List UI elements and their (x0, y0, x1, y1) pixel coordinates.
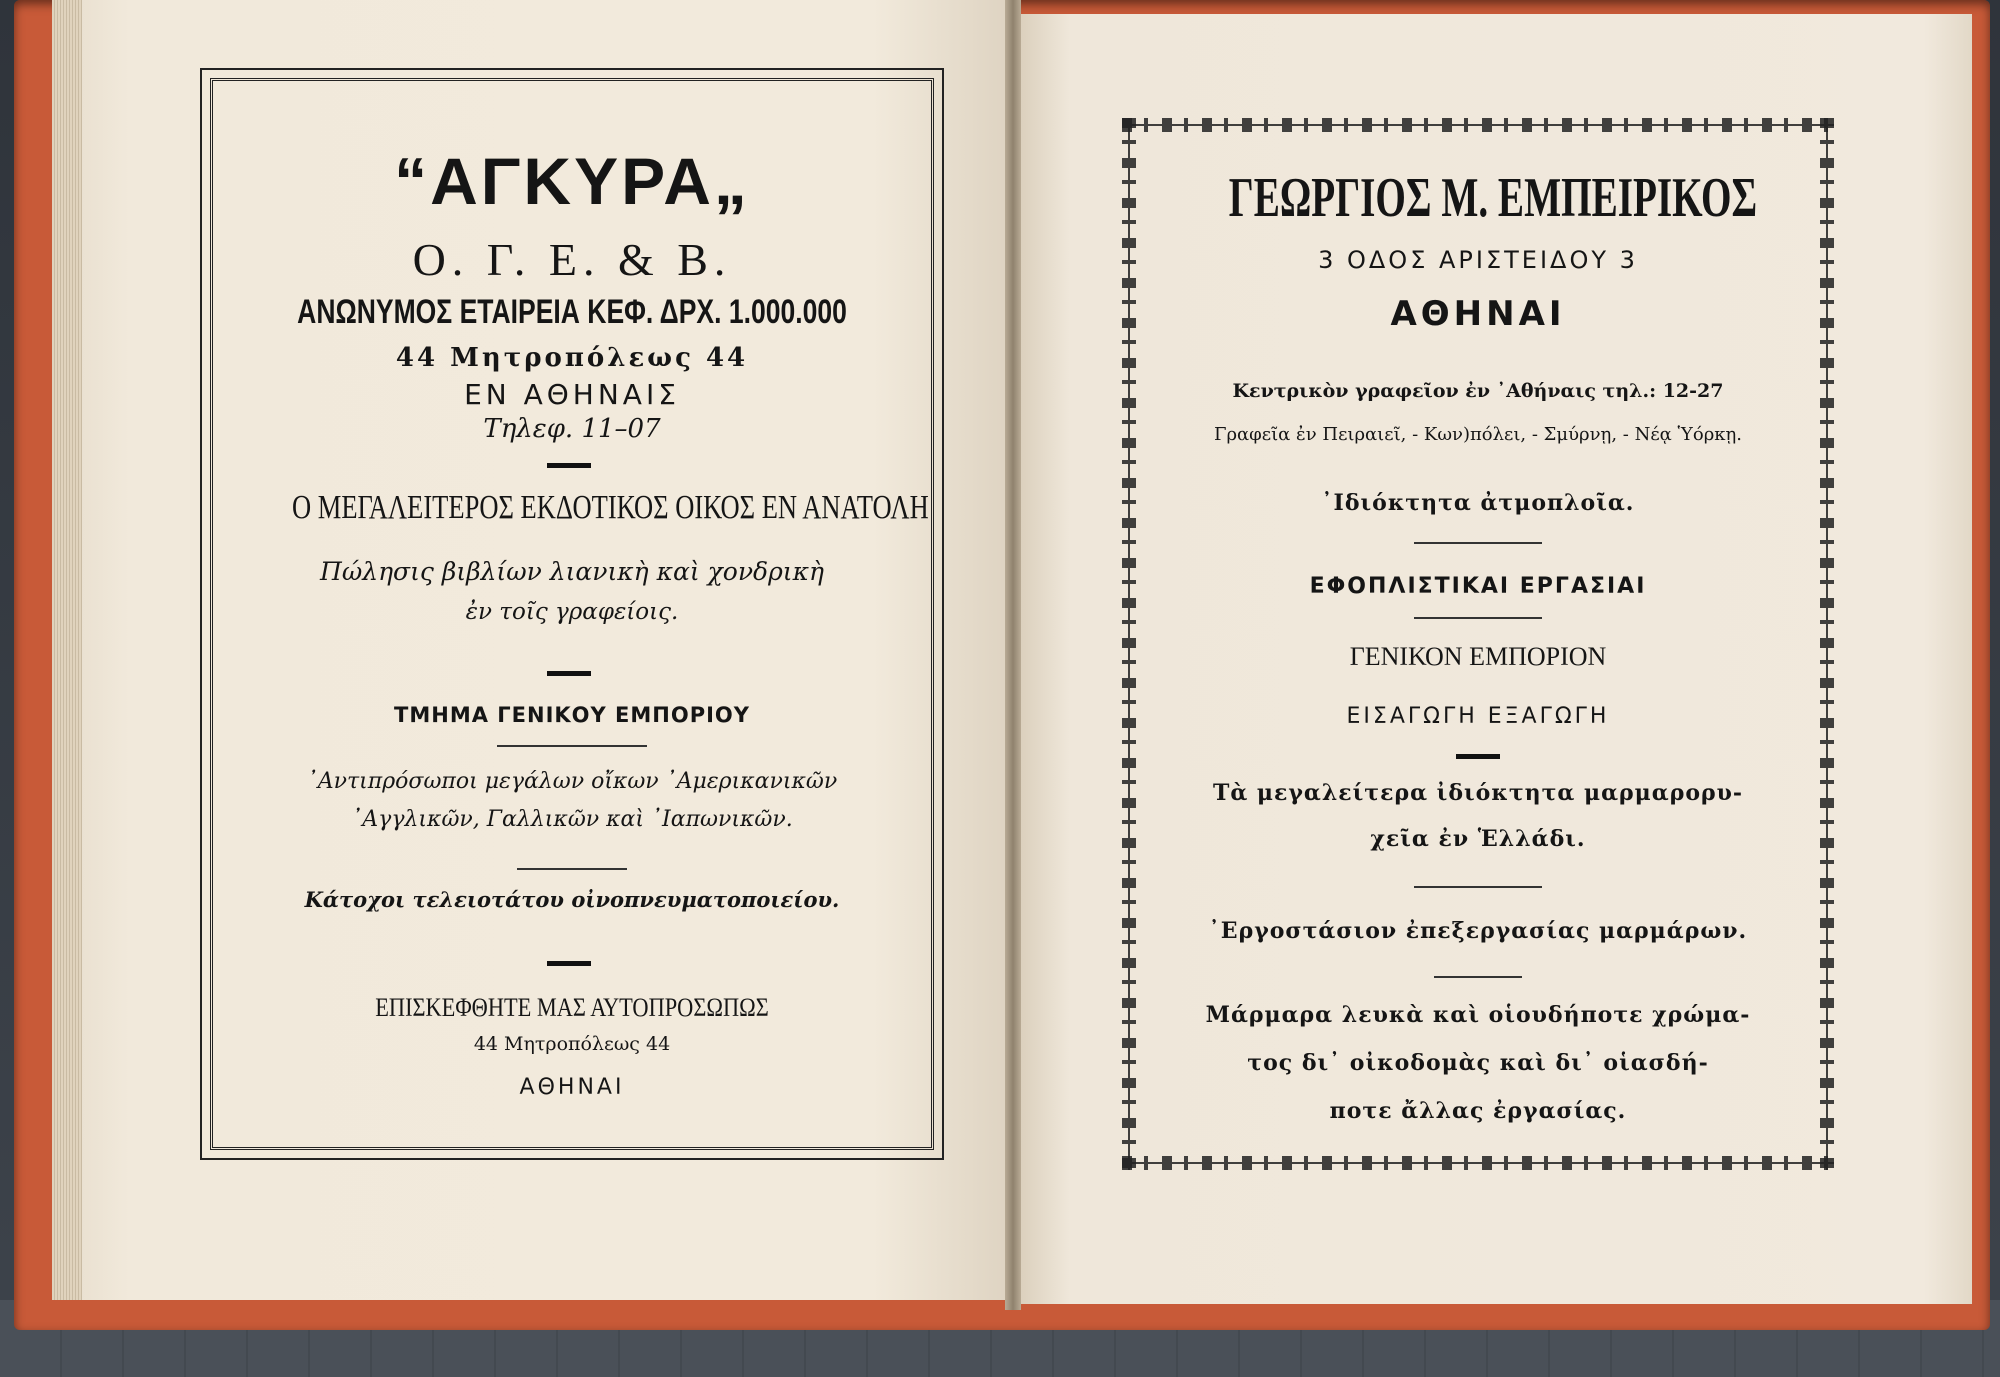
ornamental-border-top (1122, 118, 1834, 132)
divider (1414, 542, 1542, 544)
company-initials: Ο. Γ. Ε. & Β. (412, 234, 732, 285)
company-capital: ΑΝΩΝΥΜΟΣ ΕΤΑΙΡΕΙΑ ΚΕΦ. ΔΡΧ. 1.000.000 (297, 293, 847, 331)
company-phone: Τηλεφ. 11–07 (483, 414, 661, 444)
divider (497, 745, 647, 747)
street-address: 3 ΟΔΟΣ ΑΡΙΣΤΕΙΔΟΥ 3 (1318, 246, 1638, 274)
divider (1414, 617, 1542, 619)
visit-address: 44 Μητροπόλεως 44 (473, 1033, 671, 1055)
divider (547, 463, 591, 468)
marble-colors-line-3: ποτε ἄλλας ἐργασίας. (1329, 1098, 1627, 1124)
representatives-line-1: ᾿Αντιπρόσωποι μεγάλων οἴκων ᾿Αμερικανικῶν (306, 769, 838, 794)
distillery-note: Κάτοχοι τελειοτάτου οἰνοπνευματοποιείου. (304, 887, 840, 912)
ornamental-border-bottom (1122, 1156, 1834, 1170)
marble-colors-line-2: τος δι᾿ οἰκοδομὰς καὶ δι᾿ οἱασδή- (1247, 1050, 1709, 1076)
import-export: ΕΙΣΑΓΩΓΗ ΕΞΑΓΩΓΗ (1346, 704, 1610, 729)
company-address: 44 Μητροπόλεως 44 (395, 343, 749, 373)
central-office: Κεντρικὸν γραφεῖον ἐν ᾿Αθήναις τηλ.: 12-27 (1232, 380, 1724, 402)
company-city: ΕΝ ΑΘΗΝΑΙΣ (464, 378, 680, 411)
book-gutter (1005, 0, 1021, 1310)
divider (547, 961, 591, 966)
owned-steamships: ᾿Ιδιόκτητα ἀτμοπλοῖα. (1321, 490, 1635, 516)
brand-name: “ΑΓΚΥΡΑ„ (394, 144, 750, 218)
general-trade: ΓΕΝΙΚΟΝ ΕΜΠΟΡΙΟΝ (1349, 642, 1607, 671)
divider (547, 671, 591, 676)
marble-quarries-line-1: Τὰ μεγαλείτερα ἰδιόκτητα μαρμαρορυ- (1212, 780, 1744, 806)
book-sales-line-2: ἐν τοῖς γραφείοις. (465, 599, 679, 625)
branch-offices: Γραφεῖα ἐν Πειραιεῖ, - Κων)πόλει, - Σμύρνῃ, - Νέᾳ Ὑόρκῃ. (1213, 424, 1743, 445)
empeirikos-advertisement (1122, 118, 1834, 1170)
book-sales-line-1: Πώλησις βιβλίων λιανικὴ καὶ χονδρικὴ (320, 557, 824, 586)
department-title: ΤΜΗΜΑ ΓΕΝΙΚΟΥ ΕΜΠΟΡΙΟΥ (394, 703, 750, 727)
headline: Ο ΜΕΓΑΛΕΙΤΕΡΟΣ ΕΚΔΟΤΙΚΟΣ ΟΙΚΟΣ ΕΝ ΑΝΑΤΟΛΗ (291, 489, 929, 526)
divider (1456, 754, 1500, 759)
marble-workshop: ᾿Εργοστάσιον ἐπεξεργασίας μαρμάρων. (1208, 918, 1748, 944)
visit-city: ΑΘΗΝΑΙ (519, 1075, 625, 1100)
representatives-line-2: ᾿Αγγλικῶν, Γαλλικῶν καὶ ᾿Ιαπωνικῶν. (351, 807, 793, 832)
ankyra-advertisement (210, 78, 934, 1150)
marble-colors-line-1: Μάρμαρα λευκὰ καὶ οἱουδήποτε χρώμα- (1205, 1002, 1751, 1028)
company-name: ΓΕΩΡΓΙΟΣ Μ. ΕΜΠΕΙΡΙΚΟΣ (1228, 167, 1758, 229)
divider (517, 868, 627, 870)
marble-quarries-line-2: χεῖα ἐν Ἑλλάδι. (1370, 826, 1586, 852)
city: ΑΘΗΝΑΙ (1390, 294, 1566, 334)
divider (1414, 886, 1542, 888)
visit-us: ΕΠΙΣΚΕΦΘΗΤΕ ΜΑΣ ΑΥΤΟΠΡΟΣΩΠΩΣ (375, 993, 769, 1022)
page-edges (52, 0, 82, 1300)
divider (1434, 976, 1522, 978)
shipping-operations: ΕΦΟΠΛΙΣΤΙΚΑΙ ΕΡΓΑΣΙΑΙ (1309, 574, 1647, 599)
